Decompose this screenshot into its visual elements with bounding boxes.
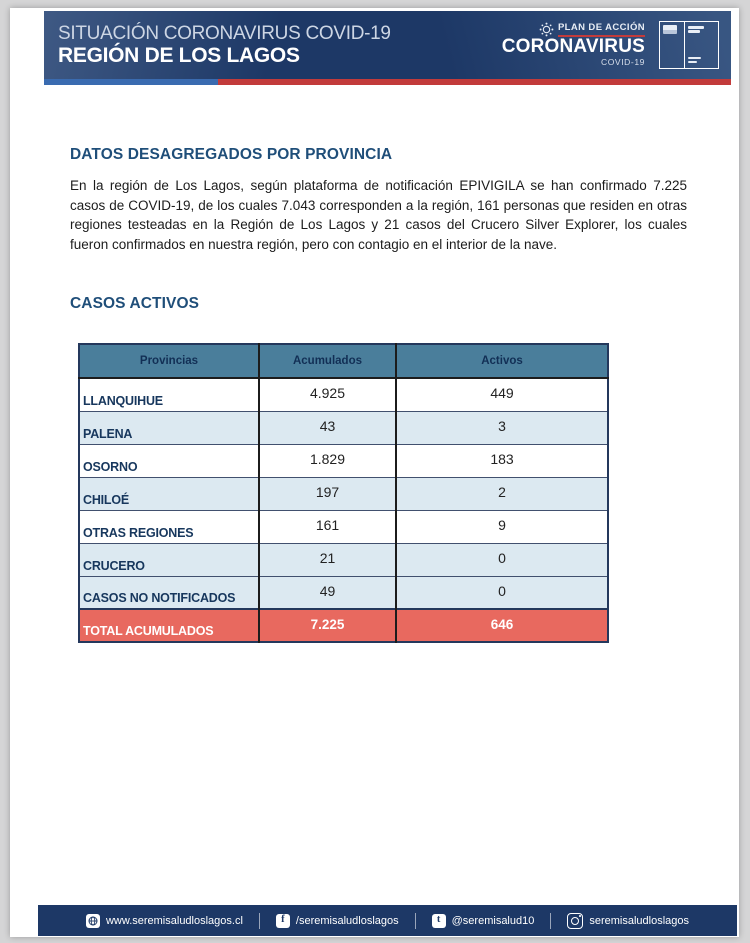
gobierno-crest-icon — [660, 22, 685, 68]
header-title-line1: SITUACIÓN CORONAVIRUS COVID-19 — [58, 22, 391, 44]
table-header-row — [79, 344, 608, 378]
header-accent-stripe — [44, 79, 731, 85]
activos-value: 0 — [396, 576, 608, 609]
footer-separator — [259, 913, 260, 929]
provincia-label: CRUCERO — [79, 543, 259, 576]
coronavirus-brand-label: CORONAVIRUS — [501, 36, 645, 58]
table-row-casos-no-notificados — [79, 576, 608, 609]
provincia-label: PALENA — [79, 411, 259, 444]
gobierno-de-chile-logo — [659, 21, 719, 69]
total-acumulados-value: 7.225 — [259, 609, 396, 642]
footer-link-facebook[interactable] — [276, 914, 399, 928]
footer-social-bar — [38, 905, 737, 936]
activos-value: 449 — [396, 378, 608, 411]
provincia-summary-paragraph: En la región de Los Lagos, según plataforma de notificación EPIVIGILA se han confirmado 7.225 casos de COVID-19, de los cuales 7.043 corresponden a la región, 161 personas que residen en otras regiones testeadas en la Región de Los Lagos y 21 casos del Crucero Silver Explorer, los cuales fueron confirmados en nuestra región, pero con contagio en el interior de la nave. — [70, 178, 687, 252]
footer-link-instagram[interactable] — [567, 913, 689, 929]
section-heading-casos-activos: CASOS ACTIVOS — [70, 295, 200, 312]
covid19-sub-label: COVID-19 — [600, 57, 645, 68]
table-row-total-acumulados — [79, 609, 608, 642]
acumulados-value: 43 — [259, 411, 396, 444]
header-banner — [44, 11, 731, 85]
provincia-label: CASOS NO NOTIFICADOS — [79, 576, 259, 609]
header-title-line2: REGIÓN DE LOS LAGOS — [58, 43, 300, 67]
plan-de-accion-logo — [502, 22, 645, 67]
acumulados-value: 1.829 — [259, 444, 396, 477]
activos-value: 3 — [396, 411, 608, 444]
plan-de-accion-label: PLAN DE ACCIÓN — [558, 23, 645, 36]
section-heading-datos-provincia: DATOS DESAGREGADOS POR PROVINCIA — [70, 146, 393, 163]
gobierno-logo-text — [685, 22, 718, 68]
table-row-otras-regiones — [79, 510, 608, 543]
facebook-icon: f — [276, 914, 290, 928]
column-header-acumulados: Acumulados — [259, 344, 396, 378]
total-label: TOTAL ACUMULADOS — [79, 609, 259, 642]
acumulados-value: 161 — [259, 510, 396, 543]
activos-value: 9 — [396, 510, 608, 543]
footer-instagram-label: seremisaludloslagos — [589, 914, 690, 927]
activos-value: 183 — [396, 444, 608, 477]
provincia-label: CHILOÉ — [79, 477, 259, 510]
footer-website-label: www.seremisaludloslagos.cl — [105, 914, 243, 927]
table-row-palena — [79, 411, 608, 444]
provincia-label: LLANQUIHUE — [79, 378, 259, 411]
instagram-icon — [567, 913, 583, 929]
acumulados-value: 21 — [259, 543, 396, 576]
casos-activos-table — [78, 343, 609, 643]
header-banner-main — [44, 11, 731, 79]
footer-link-website[interactable] — [86, 914, 243, 928]
table-row-llanquihue — [79, 378, 608, 411]
table-row-chiloe — [79, 477, 608, 510]
footer-facebook-label: /seremisaludloslagos — [295, 914, 399, 927]
footer-separator — [415, 913, 416, 929]
header-titles — [58, 23, 391, 68]
footer-separator — [550, 913, 551, 929]
acumulados-value: 49 — [259, 576, 396, 609]
activos-value: 0 — [396, 543, 608, 576]
provincia-label: OTRAS REGIONES — [79, 510, 259, 543]
footer-link-twitter[interactable] — [432, 914, 535, 928]
twitter-icon: t — [432, 914, 446, 928]
column-header-activos: Activos — [396, 344, 608, 378]
header-brand-area — [502, 21, 719, 69]
activos-value: 2 — [396, 477, 608, 510]
document-page — [10, 8, 739, 937]
acumulados-value: 197 — [259, 477, 396, 510]
column-header-provincias: Provincias — [79, 344, 259, 378]
provincia-label: OSORNO — [79, 444, 259, 477]
table-row-crucero — [79, 543, 608, 576]
web-globe-icon — [86, 914, 100, 928]
total-activos-value: 646 — [396, 609, 608, 642]
table-row-osorno — [79, 444, 608, 477]
virus-icon — [539, 22, 554, 37]
acumulados-value: 4.925 — [259, 378, 396, 411]
footer-twitter-label: @seremisalud10 — [451, 914, 535, 927]
